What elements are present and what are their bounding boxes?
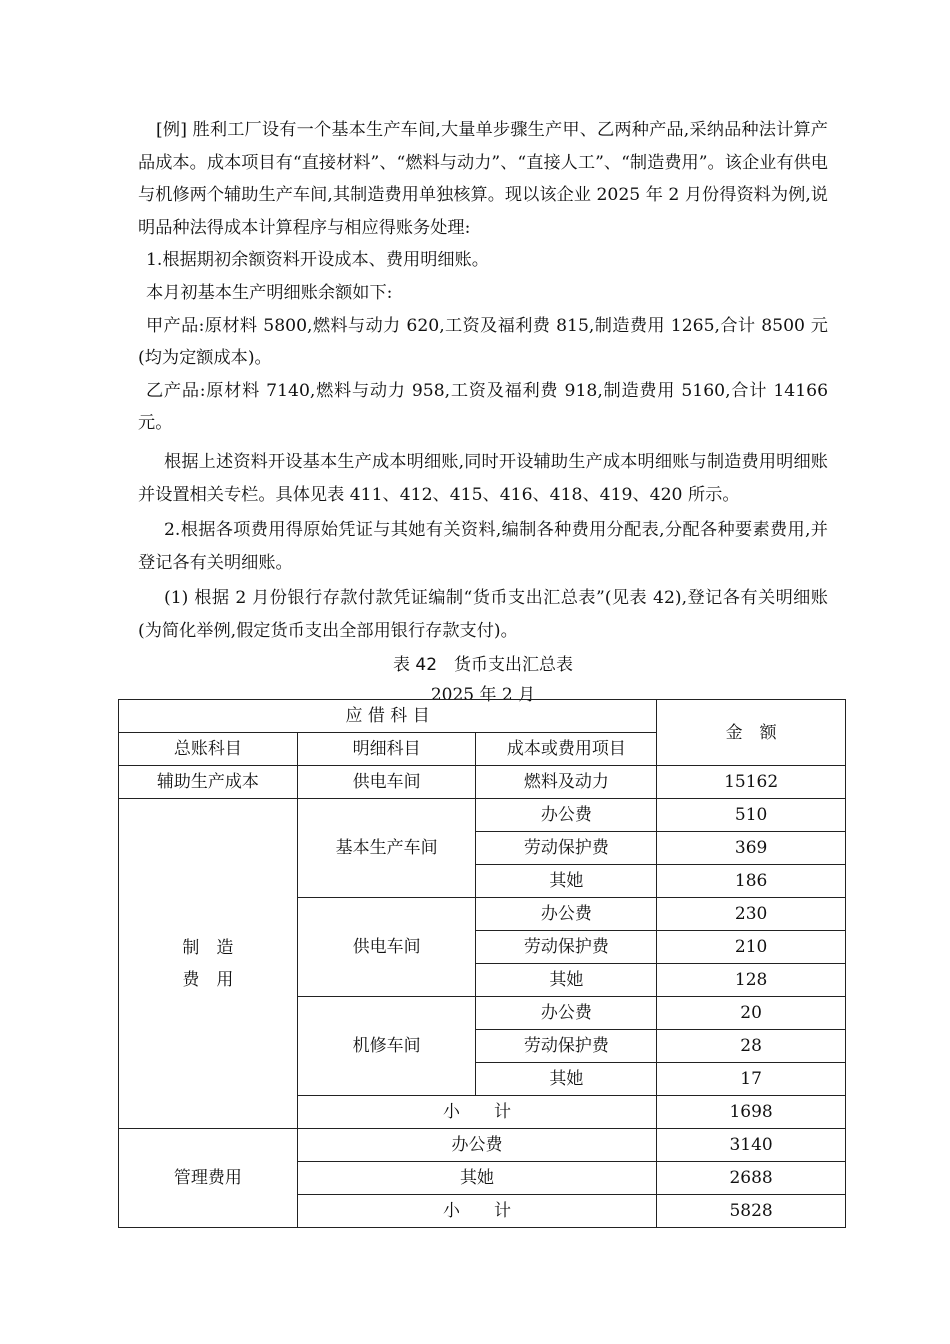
header-general-account: 总账科目: [119, 733, 298, 766]
cell-amount: 2688: [657, 1162, 846, 1195]
paragraph-product-b: 乙产品:原材料 7140,燃料与动力 958,工资及福利费 918,制造费用 5160,合计 14166 元。: [138, 380, 828, 434]
cell-amount: 369: [657, 832, 846, 865]
cell-account: 辅助生产成本: [119, 766, 298, 799]
table-row: [119, 1129, 846, 1162]
cell-detail: 供电车间: [297, 766, 476, 799]
cell-item: 办公费: [476, 997, 657, 1030]
cell-item: 燃料及动力: [476, 766, 657, 799]
cell-subtotal-label: 小 计: [297, 1096, 656, 1129]
header-debit-accounts: 应 借 科 目: [119, 700, 657, 733]
manufacturing-label-line2: 费 用: [182, 969, 234, 990]
paragraph-example: [例] 胜利工厂设有一个基本生产车间,大量单步骤生产甲、乙两种产品,采纳品种法计算产品成本。成本项目有“直接材料”、“燃料与动力”、“直接人工”、“制造费用”。该企业有供电与机修两个辅助生产车间,其制造费用单独核算。现以该企业 2025 年 2 月份得资料为例,说明品种法得成本计算程序与相应得账务处理:: [138, 120, 828, 238]
paragraph-opening-balance: 本月初基本生产明细账余额如下:: [146, 282, 393, 303]
cell-amount: 20: [657, 997, 846, 1030]
cell-item: 其她: [297, 1162, 656, 1195]
table-row: [119, 799, 846, 832]
document-body: [138, 114, 828, 710]
paragraph-step-2-1: (1) 根据 2 月份银行存款付款凭证编制“货币支出汇总表”(见表 42),登记各有关明细账 (为简化举例,假定货币支出全部用银行存款支付)。: [138, 588, 828, 641]
expense-summary-table: [118, 699, 846, 1228]
manufacturing-label-line1: 制 造: [182, 937, 234, 958]
cell-amount: 28: [657, 1030, 846, 1063]
cell-amount: 3140: [657, 1129, 846, 1162]
cell-item: 其她: [476, 1063, 657, 1096]
table-header-row: [119, 700, 846, 733]
header-detail-account: 明细科目: [297, 733, 476, 766]
cell-amount: 230: [657, 898, 846, 931]
cell-amount: 128: [657, 964, 846, 997]
header-cost-item: 成本或费用项目: [476, 733, 657, 766]
cell-amount: 17: [657, 1063, 846, 1096]
cell-item: 其她: [476, 964, 657, 997]
cell-amount: 186: [657, 865, 846, 898]
cell-subtotal-amount: 5828: [657, 1195, 846, 1228]
cell-item: 办公费: [297, 1129, 656, 1162]
cell-item: 办公费: [476, 898, 657, 931]
cell-item: 劳动保护费: [476, 832, 657, 865]
cell-item: 劳动保护费: [476, 1030, 657, 1063]
cell-amount: 210: [657, 931, 846, 964]
cell-item: 劳动保护费: [476, 931, 657, 964]
cell-subtotal-amount: 1698: [657, 1096, 846, 1129]
paragraph-step-1: 1.根据期初余额资料开设成本、费用明细账。: [146, 250, 489, 271]
cell-amount: 15162: [657, 766, 846, 799]
cell-detail: 基本生产车间: [297, 799, 476, 898]
paragraph-step-2: 2.根据各项费用得原始凭证与其她有关资料,编制各种费用分配表,分配各种要素费用,并登记各有关明细账。: [138, 520, 828, 573]
cell-item: 其她: [476, 865, 657, 898]
paragraph-product-a: 甲产品:原材料 5800,燃料与动力 620,工资及福利费 815,制造费用 1265,合计 8500 元(均为定额成本)。: [138, 315, 828, 369]
cell-account-manufacturing: [119, 799, 298, 1129]
cell-subtotal-label: 小 计: [297, 1195, 656, 1228]
table-date: 2025 年 2 月: [430, 684, 536, 705]
cell-detail: 供电车间: [297, 898, 476, 997]
cell-account-admin: 管理费用: [119, 1129, 298, 1228]
table-row: [119, 766, 846, 799]
paragraph-open-ledgers: 根据上述资料开设基本生产成本明细账,同时开设辅助生产成本明细账与制造费用明细账并设置相关专栏。具体见表 411、412、415、416、418、419、420 所示。: [138, 451, 828, 505]
cell-item: 办公费: [476, 799, 657, 832]
table-title: 表 42 货币支出汇总表: [392, 654, 574, 675]
header-amount: 金 额: [657, 700, 846, 766]
cell-amount: 510: [657, 799, 846, 832]
cell-detail: 机修车间: [297, 997, 476, 1096]
